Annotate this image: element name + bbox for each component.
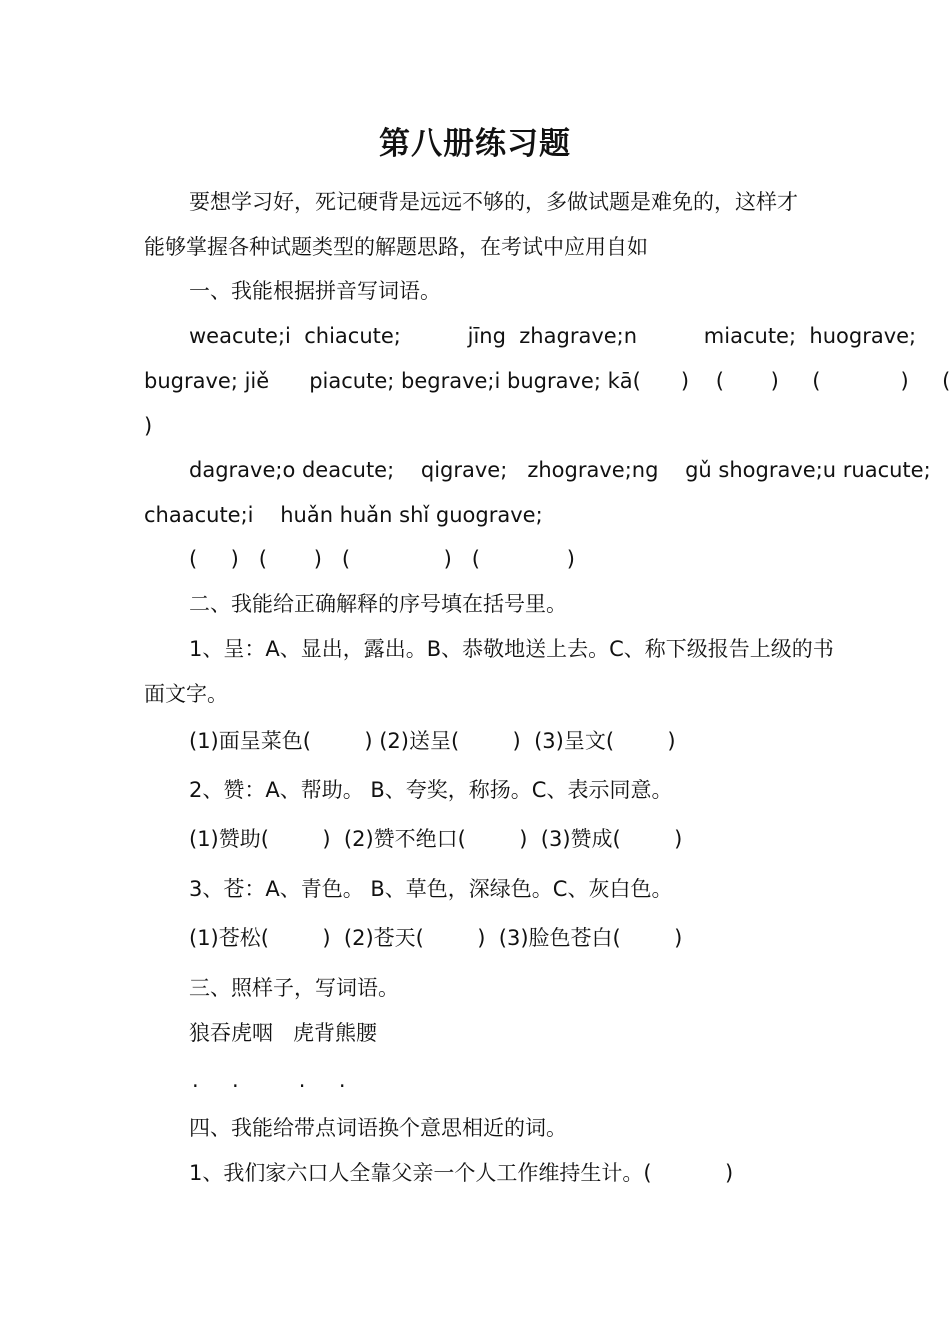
page-title: 第八册练习题: [379, 126, 571, 162]
section2-heading: 二、我能给正确解释的序号填在括号里。: [189, 592, 567, 616]
pinyin-line-1a: weacute;i chiacute; jīng zhagrave;n miacute; huograve;: [189, 324, 917, 348]
question-3: 3、苍：A、青色。 B、草色，深绿色。C、灰白色。: [189, 877, 673, 901]
pinyin-line-1b: bugrave; jiě piacute; begrave;i bugrave; kā( ) ( ) ( ) (: [144, 369, 950, 393]
example-words: 狼吞虎咽 虎背熊腰: [189, 1021, 378, 1045]
answer-blanks: ( ) ( ) ( ) ( ): [189, 547, 575, 571]
pinyin-line-2a: dagrave;o deacute; qigrave; zhograve;ng gǔ shograve;u ruacute;: [189, 458, 931, 482]
question-1-line-a: 1、呈：A、显出，露出。B、恭敬地送上去。C、称下级报告上级的书: [189, 637, 834, 661]
pinyin-line-1c: ): [144, 414, 153, 438]
section3-heading: 三、照样子，写词语。: [189, 976, 399, 1000]
question-2: 2、赞：A、帮助。 B、夸奖，称扬。C、表示同意。: [189, 778, 673, 802]
question-1-line-b: 面文字。: [144, 682, 228, 706]
section4-heading: 四、我能给带点词语换个意思相近的词。: [189, 1116, 567, 1140]
pinyin-line-2b: chaacute;i huǎn huǎn shǐ guograve;: [144, 503, 543, 527]
question-3-items: (1)苍松( ) (2)苍天( ) (3)脸色苍白( ): [189, 926, 683, 950]
question-2-items: (1)赞助( ) (2)赞不绝口( ) (3)赞成( ): [189, 827, 683, 851]
section4-question-1: 1、我们家六口人全靠父亲一个人工作维持生计。( ): [189, 1161, 734, 1185]
question-1-items: (1)面呈菜色( ) (2)送呈( ) (3)呈文( ): [189, 729, 676, 753]
intro-paragraph: 要想学习好，死记硬背是远远不够的，多做试题是难免的，这样才能够掌握各种试题类型的解题思路，在考试中应用自如: [144, 190, 798, 259]
section1-heading: 一、我能根据拼音写词语。: [189, 279, 441, 303]
emphasis-dots: . . . .: [192, 1068, 346, 1092]
